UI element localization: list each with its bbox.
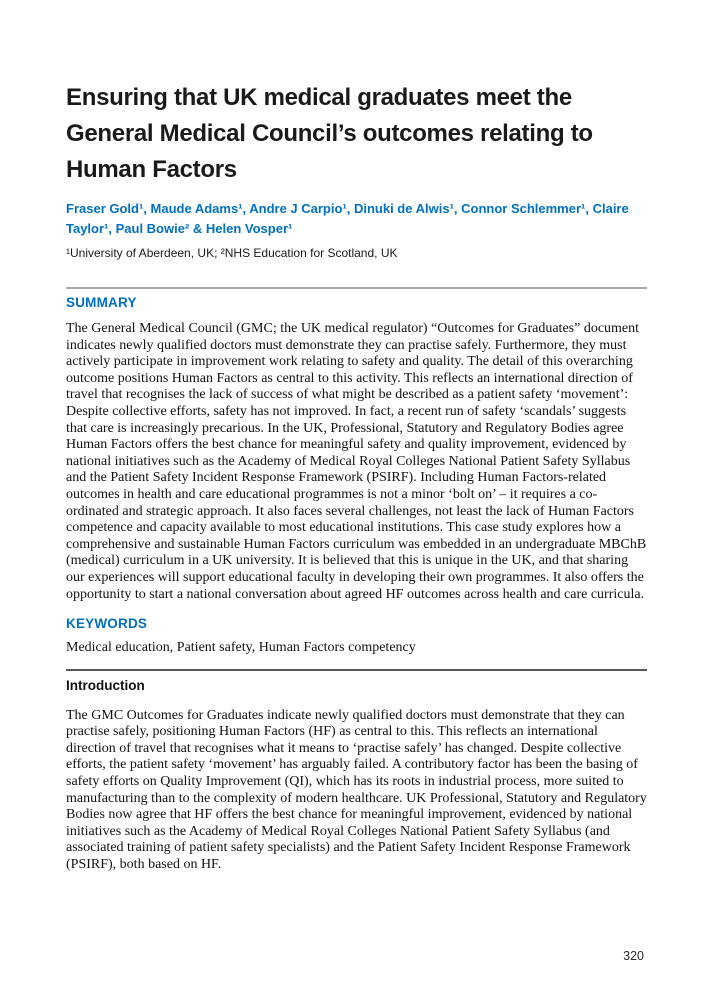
introduction-body: The GMC Outcomes for Graduates indicate newly qualified doctors must demonstrate that they can practise safely, positioning Human Factors (HF) as central to this. This reflects an international direction of travel that recognises what it means to ‘practise safely’ has changed. Despite collective efforts, the patient safety ‘movement’ has arguably failed. A contributory factor has been the basing of safety efforts on Quality Improvement (QI), which has its roots in industrial process, more suited to manufacturing than to the complexity of modern healthcare. UK Professional, Statutory and Regulatory Bodies now agree that HF offers the best chance for meaningful improvement, evidenced by national initiatives such as the Academy of Medical Royal Colleges National Patient Safety Syllabus (and associated training of patient safety specialists) and the Patient Safety Incident Response Framework (PSIRF), both based on HF. — [66, 707, 647, 873]
section-divider-top — [66, 287, 647, 289]
section-divider-introduction — [66, 669, 647, 671]
title-line: General Medical Council’s outcomes relating to — [66, 120, 593, 147]
title-line: Human Factors — [66, 156, 237, 183]
summary-heading: SUMMARY — [66, 295, 137, 310]
keywords-heading: KEYWORDS — [66, 616, 148, 632]
summary-body: The General Medical Council (GMC; the UK medical regulator) “Outcomes for Graduates” document indicates newly qualified doctors must demonstrate they can practise safely. Furthermore, they must actively participate in improvement work relating to safety and quality. The detail of this overarching outcome positions Human Factors as central to this activity. This reflects an international direction of travel that recognises the lack of success of what might be described as a patient safety ‘movement’: Despite collective efforts, safety has not improved. In fact, a recent run of safety ‘scandals’ suggests that care is increasingly precarious. In the UK, Professional, Statutory and Regulatory Bodies agree Human Factors offers the best chance for meaningful safety and quality improvement, evidenced by national initiatives such as the Academy of Medical Royal Colleges National Patient Safety Syllabus and the Patient Safety Incident Response Framework (PSIRF). Including Human Factors-related outcomes in health and care educational programmes is not a minor ‘bolt on’ – it requires a co-ordinated and strategic approach. It also faces several challenges, not least the lack of Human Factors competence and capacity available to most educational institutions. This case study explores how a comprehensive and sustainable Human Factors curriculum was embedded in an undergraduate MBChB (medical) curriculum in a UK university. It is believed that this is unique in the UK, and that sharing our experiences will support educational faculty in developing their own programmes. It also offers the opportunity to start a national conversation about agreed HF outcomes across health and care curricula. — [66, 321, 647, 602]
affiliations-line: ¹University of Aberdeen, UK; ²NHS Education for Scotland, UK — [66, 246, 398, 260]
keywords-body: Medical education, Patient safety, Human Factors competency — [66, 640, 416, 656]
author-list — [66, 199, 647, 239]
title-line: Ensuring that UK medical graduates meet the — [66, 84, 572, 111]
page-title — [66, 80, 647, 188]
page-number: 320 — [623, 949, 644, 963]
author-line: Taylor¹, Paul Bowie² & Helen Vosper¹ — [66, 221, 293, 236]
author-line: Fraser Gold¹, Maude Adams¹, Andre J Carpio¹, Dinuki de Alwis¹, Connor Schlemmer¹, Claire — [66, 201, 629, 216]
introduction-heading: Introduction — [66, 677, 145, 693]
page-content — [66, 0, 647, 874]
